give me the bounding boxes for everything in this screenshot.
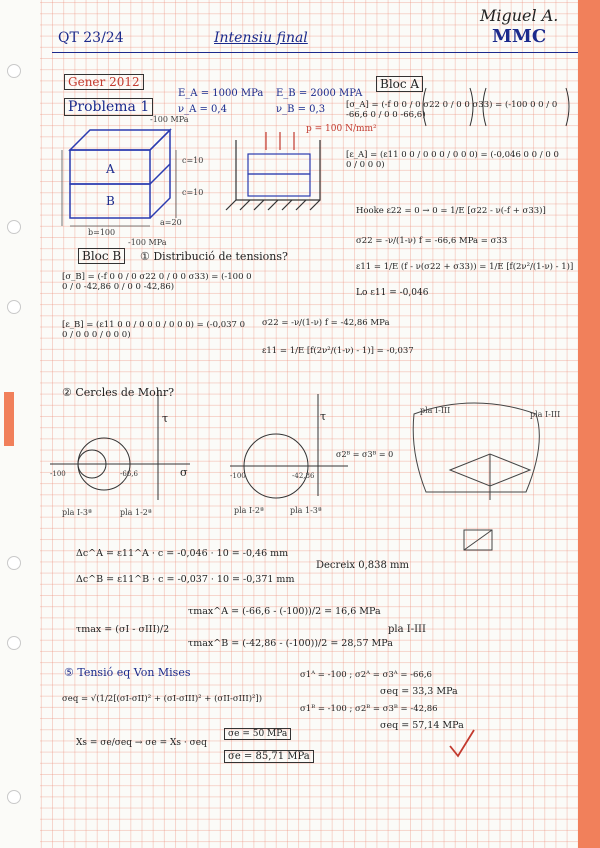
tmax-a: τmax^A = (-66,6 - (-100))/2 = 16,6 MPa: [188, 606, 381, 617]
mohr-right-tick-1: -100: [230, 472, 246, 480]
bloc-b-eps11: ε11 = 1/E [f(2ν²/(1-ν) - 1)] = -0,037: [262, 346, 414, 356]
von-mises-formula: σeq = √(1/2[(σI-σII)² + (σI-σIII)² + (σII-σIII)²]): [62, 694, 263, 704]
material-a-e: E_A = 1000 MPa: [178, 88, 264, 99]
dim-side: -100 MPa: [128, 238, 167, 247]
mohr-left-sigma: σ: [180, 466, 188, 479]
delta-c-b: Δc^B = ε11^B · c = -0,037 · 10 = -0,371 mm: [76, 574, 295, 585]
plane-label-right: pla I-III: [530, 410, 561, 419]
bloc-a-hooke: Hooke ε22 = 0 → 0 = 1/E [σ22 - ν(-f + σ33)]: [356, 206, 546, 216]
dim-c1: c=10: [182, 156, 204, 165]
question-2: ② Cercles de Mohr?: [62, 386, 175, 399]
mohr-left: [50, 390, 190, 500]
page-title: Intensiu final: [214, 30, 308, 46]
question-1: ① Distribució de tensions?: [140, 250, 288, 263]
bloc-a-sigma22: σ22 = -ν/(1-ν) f = -66,6 MPa = σ33: [356, 236, 508, 246]
bloc-b-sigma22: σ22 = -ν/(1-ν) f = -42,86 MPa: [262, 318, 390, 328]
plane-label-left: pla I-III: [420, 406, 451, 415]
delta-c-a: Δc^A = ε11^A · c = -0,046 · 10 = -0,46 mm: [76, 548, 289, 559]
tmax-plane: pla I-III: [388, 624, 426, 635]
bloc-b-title: Bloc B: [78, 248, 125, 264]
dim-b: b=100: [88, 228, 116, 237]
course-label: QT 23/24: [58, 30, 124, 46]
xs-formula: Xs = σe/σeq → σe = Xs · σeq: [76, 738, 207, 748]
von-mises-b-result: σeq = 57,14 MPa: [380, 720, 464, 731]
block-a-label: A: [106, 162, 115, 176]
b-se-result: σe = 85,71 MPa: [224, 750, 314, 763]
mohr-left-tick-1: -100: [50, 470, 66, 478]
bloc-a-sigma: [σ_A] = (-f 0 0 / 0 σ22 0 / 0 0 σ33) = (-100 0 0 / 0 -66,6 0 / 0 0 -66,6): [346, 100, 558, 120]
dim-top: -100 MPa: [150, 115, 189, 124]
von-mises-a-values: σ1ᴬ = -100 ; σ2ᴬ = σ3ᴬ = -66,6: [300, 670, 432, 680]
plane-sketch: [413, 403, 539, 550]
block-b-label: B: [106, 194, 115, 208]
mohr-right-eps: σ2ᴮ = σ3ᴮ = 0: [336, 450, 394, 459]
dim-c2: c=10: [182, 188, 204, 197]
mohr-right-tick-2: -42,86: [292, 472, 315, 480]
mohr-left-plane-2: pla 1-2ª: [120, 508, 152, 517]
mohr-right-plane-1: pla I-2ª: [234, 506, 264, 515]
block-3d-drawing: [70, 130, 170, 218]
mohr-right-tau: τ: [320, 410, 327, 423]
bloc-a-epsilon: [ε_A] = (ε11 0 0 / 0 0 0 / 0 0 0) = (-0,046 0 0 / 0 0 0 / 0 0 0): [346, 150, 559, 170]
section-drawing: [226, 140, 320, 210]
a-se-result: σe = 50 MPa: [224, 728, 291, 740]
von-mises-b-values: σ1ᴮ = -100 ; σ2ᴮ = σ3ᴮ = -42,86: [300, 704, 438, 714]
mohr-left-tau: τ: [162, 412, 169, 425]
mohr-right: [230, 394, 348, 498]
problem-title: Problema 1: [64, 98, 153, 116]
material-b-nu: ν_B = 0,3: [276, 104, 326, 115]
material-b-e: E_B = 2000 MPA: [276, 88, 363, 99]
decrease-result: Decreix 0,838 mm: [316, 560, 410, 571]
dim-a: a=20: [160, 218, 182, 227]
material-a-nu: ν_A = 0,4: [178, 104, 227, 115]
check-mark: [450, 730, 474, 756]
tmax-b: τmax^B = (-42,86 - (-100))/2 = 28,57 MPa: [188, 638, 393, 649]
bloc-b-sigma: [σ_B] = (-f 0 0 / 0 σ22 0 / 0 0 σ33) = (-100 0 0 / 0 -42,86 0 / 0 0 -42,86): [62, 272, 252, 292]
bloc-a-result: Lo ε11 = -0,046: [356, 288, 429, 298]
mohr-right-plane-2: pla 1-3ª: [290, 506, 322, 515]
author-name: Miguel A.: [480, 6, 559, 25]
bloc-a-eps11: ε11 = 1/E (f - ν(σ22 + σ33)) = 1/E [f(2ν²/(1-ν) - 1)]: [356, 262, 574, 272]
exam-label: Gener 2012: [64, 74, 144, 90]
bloc-b-epsilon: [ε_B] = (ε11 0 0 / 0 0 0 / 0 0 0) = (-0,037 0 0 / 0 0 0 / 0 0 0): [62, 320, 246, 340]
question-5: ⑤ Tensió eq Von Mises: [64, 666, 191, 679]
load-label: p = 100 N/mm²: [306, 124, 377, 134]
tmax-formula: τmax = (σI - σIII)/2: [76, 624, 170, 635]
von-mises-a-result: σeq = 33,3 MPa: [380, 686, 458, 697]
bloc-a-title: Bloc A: [376, 76, 423, 92]
mohr-left-tick-2: -66,6: [120, 470, 138, 478]
author-initials: MMC: [492, 26, 547, 47]
mohr-left-plane-1: pla I-3ª: [62, 508, 92, 517]
